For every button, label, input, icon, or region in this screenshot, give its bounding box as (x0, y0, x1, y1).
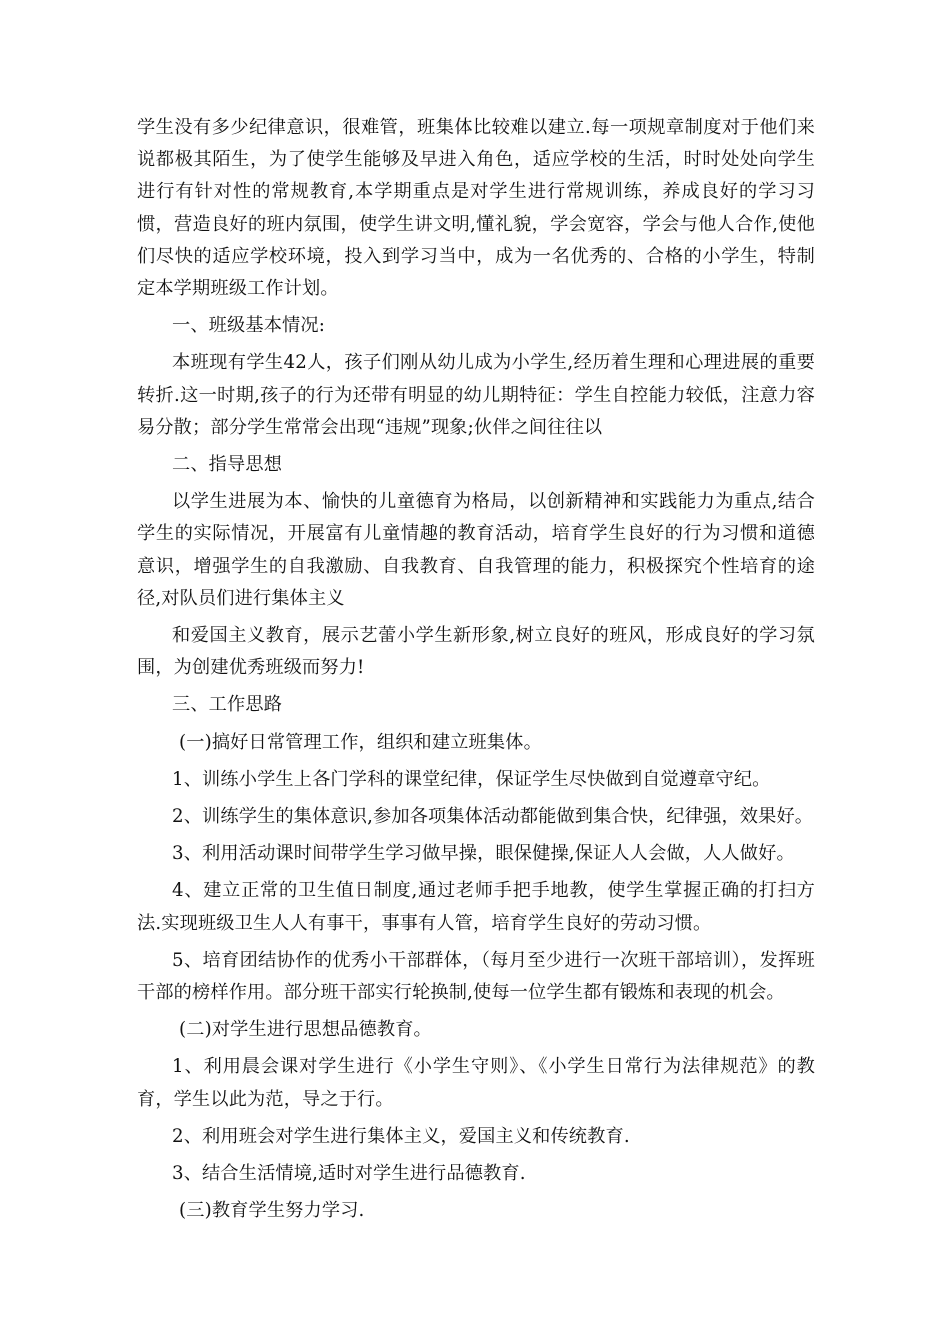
subsection-heading-daily-management: (一)搞好日常管理工作，组织和建立班集体。 (179, 731, 542, 753)
list-item: 4、建立正常的卫生值日制度,通过老师手把手地教，使学生掌握正确的打扫方法.实现班级卫生人人有事干，事事有人管，培育学生良好的劳动习惯。 (137, 880, 815, 934)
subsection-heading-study-education: (三)教育学生努力学习. (179, 1200, 365, 1222)
intro-paragraph: 学生没有多少纪律意识，很难管，班集体比较难以建立.每一项规章制度对于他们来说都极其陌生，为了使学生能够及早进入角色，适应学校的生活，时时处处向学生进行有针对性的常规教育,本学期重点是对学生进行常规训练，养成良好的学习习惯，营造良好的班内氛围，使学生讲文明,懂礼貌，学会宽容，学会与他人合作,使他们尽快的适应学校环境，投入到学习当中，成为一名优秀的、合格的小学生，特制定本学期班级工作计划。 (137, 117, 815, 300)
list-item: 1、训练小学生上各门学科的课堂纪律，保证学生尽快做到自觉遵章守纪。 (172, 768, 771, 790)
list-item: 3、结合生活情境,适时对学生进行品德教育. (172, 1163, 526, 1185)
section-heading-work-approach: 三、工作思路 (172, 694, 283, 716)
section-heading-basic-situation: 一、班级基本情况: (172, 315, 325, 337)
section-body-basic-situation: 本班现有学生42人，孩子们刚从幼儿成为小学生,经历着生理和心理进展的重要转折.这一时期,孩子的行为还带有明显的幼儿期特征：学生自控能力较低，注意力容易分散；部分学生常常会出现“违规”现象;伙伴之间往往以 (137, 352, 815, 438)
section-body-guiding-ideas-continued: 和爱国主义教育，展示艺蕾小学生新形象,树立良好的班风，形成良好的学习氛围，为创建优秀班级而努力! (137, 625, 815, 679)
list-item: 2、训练学生的集体意识,参加各项集体活动都能做到集合快，纪律强，效果好。 (172, 806, 814, 828)
list-item: 1、利用晨会课对学生进行《小学生守则》、《小学生日常行为法律规范》的教育，学生以此为范，导之于行。 (137, 1056, 815, 1110)
section-heading-guiding-ideas: 二、指导思想 (172, 454, 283, 476)
list-item: 5、培育团结协作的优秀小干部群体，（每月至少进行一次班干部培训），发挥班干部的榜样作用。部分班干部实行轮换制,使每一位学生都有锻炼和表现的机会。 (137, 949, 815, 1004)
list-item: 2、利用班会对学生进行集体主义，爱国主义和传统教育. (172, 1125, 630, 1147)
document-page (137, 112, 815, 1228)
subsection-heading-moral-education: (二)对学生进行思想品德教育。 (179, 1019, 432, 1041)
section-body-guiding-ideas: 以学生进展为本、愉快的儿童德育为格局，以创新精神和实践能力为重点,结合学生的实际情况，开展富有儿童情趣的教育活动，培育学生良好的行为习惯和道德意识，增强学生的自我激励、自我教育、自我管理的能力，积极探究个性培育的途径,对队员们进行集体主义 (137, 491, 815, 609)
list-item: 3、利用活动课时间带学生学习做早操，眼保健操,保证人人会做，人人做好。 (172, 843, 795, 865)
